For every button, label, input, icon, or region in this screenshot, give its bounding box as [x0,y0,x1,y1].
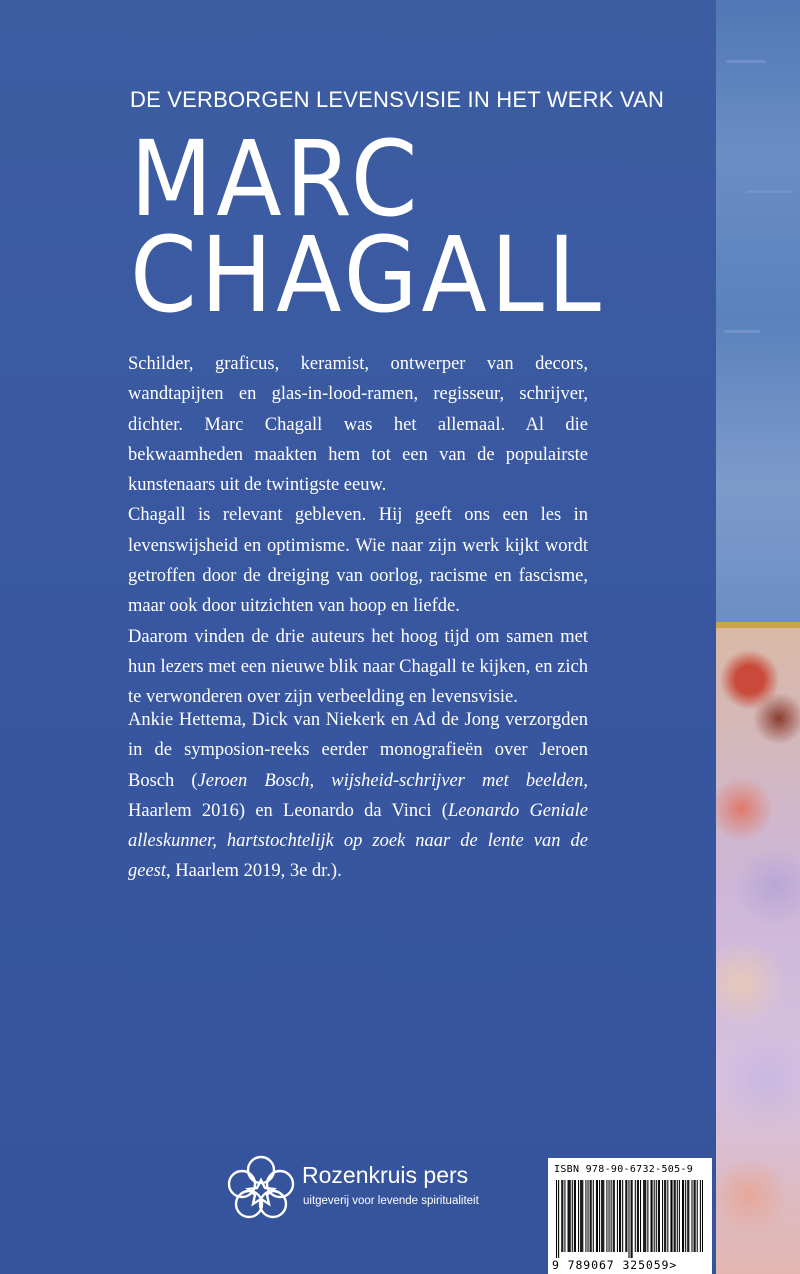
book1-details: , Haarlem 2016) en Leonardo da Vinci ( [128,770,588,821]
blurb-paragraph-3: Daarom vinden de drie auteurs het hoog tijd om samen met hun lezers met een nieuwe blik naar Chagall te kijken, en zich te verwonderen over zijn verbeelding en levensvisie. [128,626,588,708]
publisher-tagline: uitgeverij voor levende spiritualiteit [303,1195,479,1207]
book1-title: Jeroen Bosch, wijsheid-schrijver met beelden [197,770,584,791]
isbn-barcode [548,1158,712,1274]
cover-subtitle: DE VERBORGEN LEVENSVISIE IN HET WERK VAN [130,87,665,112]
cover-title-line1: MARC [130,118,422,240]
barcode-end-mark: > [669,1258,678,1272]
publisher-name: Rozenkruis pers [302,1162,469,1188]
author-bio [128,705,588,887]
barcode-digits [552,1258,710,1272]
painting-detail [716,628,800,1274]
author-bio-paragraph [128,705,588,887]
barcode-digit-first: 9 [552,1258,560,1272]
book2-details: , Haarlem 2019, 3e dr.). [166,861,342,882]
book2-title: Leonardo Geniale alleskunner, hartstochtelijk op zoek naar de lente van de geest [128,800,589,882]
publisher-block [226,1150,526,1224]
barcode-digits-group2: 325059 [622,1258,670,1272]
barcode-digits-group1: 789067 [567,1258,615,1272]
blurb-paragraph-1: Schilder, graficus, keramist, ontwerper van decors, wandtapijten en glas-in-lood-ramen, regisseur, schrijver, dichter. Marc Chagall was het allemaal. Al die bekwaamheden maakten hem tot een van de populairste kunstenaars uit de twintigste eeuw. [128,354,588,496]
blurb [128,349,588,713]
barcode-bars [556,1180,706,1258]
spine-painting [716,0,800,1274]
cover-title-line2: CHAGALL [130,214,605,336]
rose-cross-logo-icon [226,1154,296,1220]
isbn-label: ISBN 978-90-6732-505-9 [554,1164,694,1175]
blurb-paragraph-2: Chagall is relevant gebleven. Hij geeft ons een les in levenswijsheid en optimisme. Wie naar zijn werk kijkt wordt getroffen door de dreiging van oorlog, racisme en fascisme, maar ook door uitzichten van hoop en liefde. [128,505,588,617]
author-bio-intro: Ankie Hettema, Dick van Niekerk en Ad de Jong verzorgden in de symposion-reeks eerder monografieën over Jeroen Bosch ( [128,710,588,791]
